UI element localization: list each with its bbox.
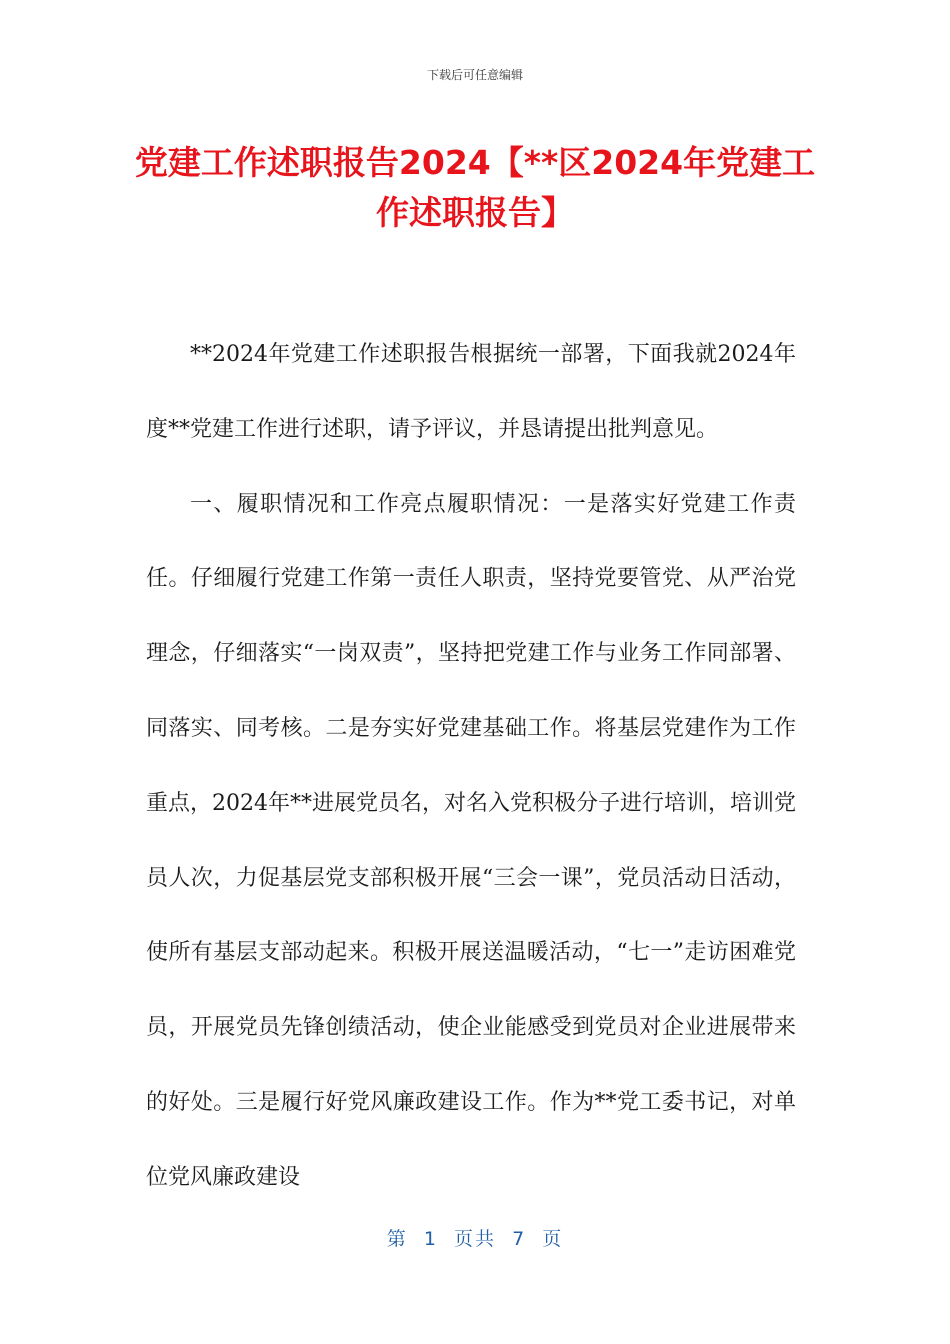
- page-footer: 第 1 页共 7 页: [386, 1228, 564, 1250]
- body-paragraph: **2024年党建工作述职报告根据统一部署，下面我就2024年度**党建工作进行述职，请予评议，并恳请提出批判意见。: [146, 342, 796, 442]
- header-note: 下载后可任意编辑: [426, 68, 523, 82]
- document-body: [146, 318, 796, 1216]
- body-paragraph: 一、履职情况和工作亮点履职情况：一是落实好党建工作责任。仔细履行党建工作第一责任人职责，坚持党要管党、从严治党理念，仔细落实“一岗双责”，坚持把党建工作与业务工作同部署、同落实、同考核。二是夯实好党建基础工作。将基层党建作为工作重点，2024年**进展党员名，对名入党积极分子进行培训，培训党员人次，力促基层党支部积极开展“三会一课”，党员活动日活动，使所有基层支部动起来。积极开展送温暖活动，“七一”走访困难党员，开展党员先锋创绩活动，使企业能感受到党员对企业进展带来的好处。三是履行好党风廉政建设工作。作为**党工委书记，对单位党风廉政建设: [146, 491, 796, 1190]
- document-title: 党建工作述职报告2024【**区2024年党建工作述职报告】: [134, 143, 816, 232]
